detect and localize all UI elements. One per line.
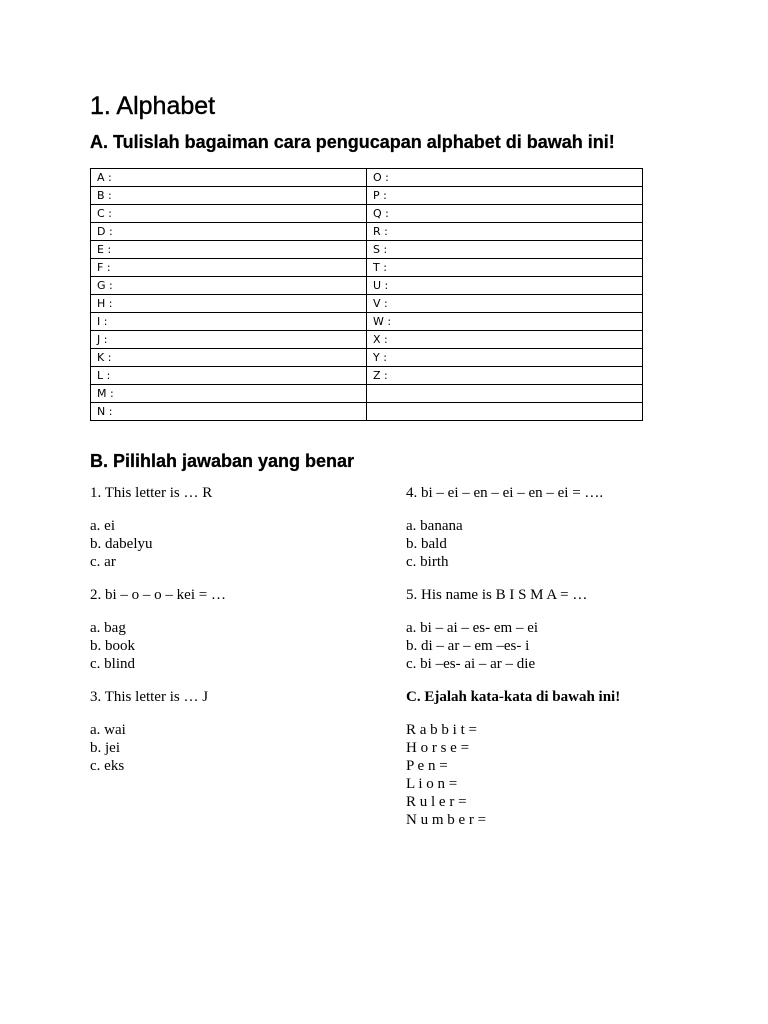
table-cell: H :: [91, 295, 367, 313]
table-cell: U :: [367, 277, 643, 295]
answer-options: [90, 619, 226, 673]
table-cell: R :: [367, 223, 643, 241]
questions-right-column: [406, 484, 620, 829]
question-2: [90, 586, 226, 673]
table-row: [91, 367, 643, 385]
spelling-word: L i o n =: [406, 776, 458, 792]
answer-option: b. jei: [90, 740, 120, 756]
question-text: 5. His name is B I S M A = …: [406, 587, 588, 603]
table-row: [91, 277, 643, 295]
table-cell: Q :: [367, 205, 643, 223]
table-cell: M :: [91, 385, 367, 403]
question-1: [90, 484, 226, 571]
section-a-heading: A. Tulislah bagaiman cara pengucapan alphabet di bawah ini!: [90, 132, 615, 152]
answer-option: c. birth: [406, 554, 449, 570]
question-5: [406, 586, 620, 673]
spelling-word: P e n =: [406, 758, 448, 774]
answer-option: c. ar: [90, 554, 116, 570]
section-b-heading: B. Pilihlah jawaban yang benar: [90, 451, 355, 471]
answer-option: b. dabelyu: [90, 536, 153, 552]
table-row: [91, 187, 643, 205]
table-cell: Y :: [367, 349, 643, 367]
table-cell: P :: [367, 187, 643, 205]
table-cell: S :: [367, 241, 643, 259]
spelling-words: [406, 721, 620, 829]
section-c: [406, 688, 620, 829]
table-cell: F :: [91, 259, 367, 277]
table-row: [91, 169, 643, 187]
alphabet-table: [90, 168, 643, 421]
table-cell: E :: [91, 241, 367, 259]
answer-options: [406, 517, 620, 571]
table-cell: [367, 385, 643, 403]
table-cell: V :: [367, 295, 643, 313]
spelling-word: R a b b i t =: [406, 722, 477, 738]
table-cell: L :: [91, 367, 367, 385]
answer-option: b. di – ar – em –es- i: [406, 638, 530, 654]
table-row: [91, 403, 643, 421]
answer-option: c. blind: [90, 656, 135, 672]
table-row: [91, 349, 643, 367]
table-cell: J :: [91, 331, 367, 349]
spelling-word: R u l e r =: [406, 794, 467, 810]
table-row: [91, 241, 643, 259]
table-cell: K :: [91, 349, 367, 367]
table-cell: [367, 403, 643, 421]
section-c-heading: C. Ejalah kata-kata di bawah ini!: [406, 689, 621, 705]
table-row: [91, 223, 643, 241]
table-cell: C :: [91, 205, 367, 223]
answer-option: a. bag: [90, 620, 126, 636]
table-cell: T :: [367, 259, 643, 277]
table-row: [91, 205, 643, 223]
table-cell: A :: [91, 169, 367, 187]
answer-option: c. bi –es- ai – ar – die: [406, 656, 536, 672]
table-row: [91, 331, 643, 349]
table-cell: X :: [367, 331, 643, 349]
table-row: [91, 313, 643, 331]
question-text: 1. This letter is … R: [90, 485, 213, 501]
answer-option: b. book: [90, 638, 135, 654]
table-row: [91, 259, 643, 277]
table-cell: G :: [91, 277, 367, 295]
table-cell: N :: [91, 403, 367, 421]
table-cell: Z :: [367, 367, 643, 385]
table-cell: I :: [91, 313, 367, 331]
spelling-word: H o r s e =: [406, 740, 470, 756]
answer-option: a. wai: [90, 722, 126, 738]
table-cell: O :: [367, 169, 643, 187]
spelling-word: N u m b e r =: [406, 812, 487, 828]
table-row: [91, 295, 643, 313]
question-3: [90, 688, 226, 775]
answer-option: a. bi – ai – es- em – ei: [406, 620, 539, 636]
answer-options: [90, 721, 226, 775]
answer-options: [90, 517, 226, 571]
question-text: 4. bi – ei – en – ei – en – ei = ….: [406, 485, 604, 501]
question-text: 2. bi – o – o – kei = …: [90, 587, 226, 603]
questions-left-column: [90, 484, 226, 775]
table-cell: D :: [91, 223, 367, 241]
table-cell: W :: [367, 313, 643, 331]
answer-option: b. bald: [406, 536, 447, 552]
table-cell: B :: [91, 187, 367, 205]
answer-option: a. ei: [90, 518, 115, 534]
question-text: 3. This letter is … J: [90, 689, 209, 705]
page-title: 1. Alphabet: [90, 92, 216, 120]
answer-option: c. eks: [90, 758, 125, 774]
table-row: [91, 385, 643, 403]
answer-option: a. banana: [406, 518, 463, 534]
answer-options: [406, 619, 620, 673]
question-4: [406, 484, 620, 571]
